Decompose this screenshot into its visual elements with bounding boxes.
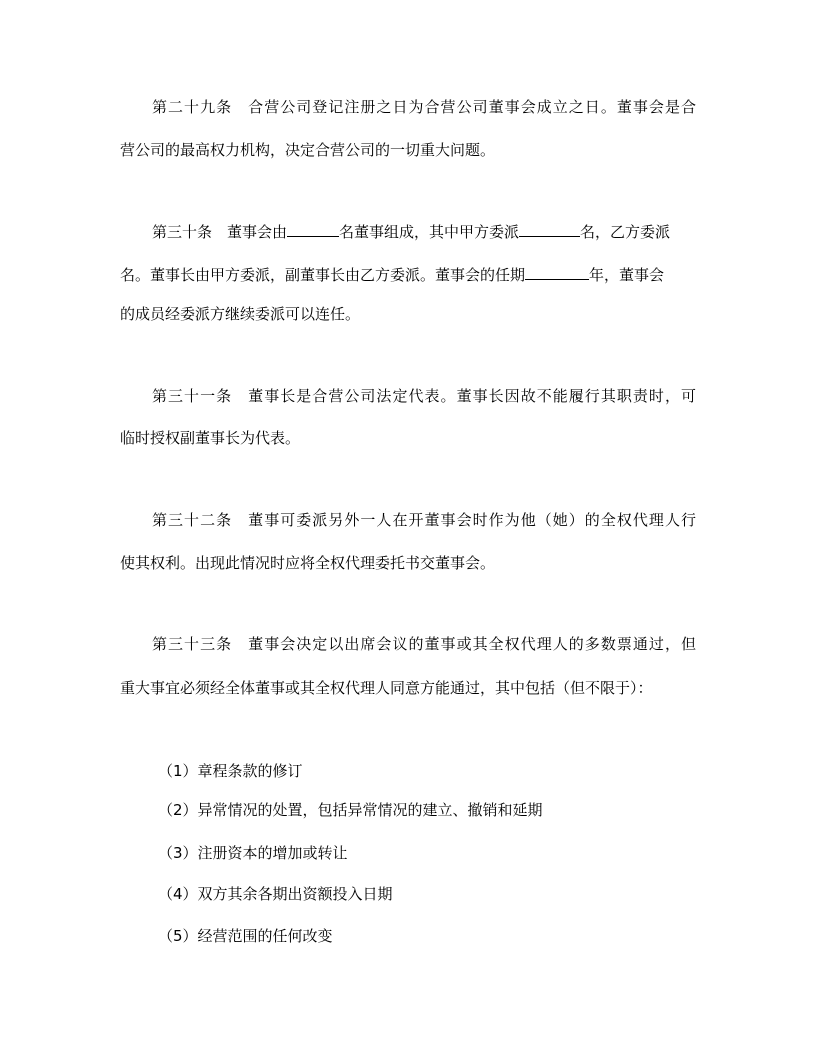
fill-blank-director-count: [287, 220, 339, 237]
article-30-text: 第三十条 董事会由: [152, 223, 288, 241]
article-30-text: 名，乙方委派: [580, 223, 671, 241]
article-29-line-1: 第二十九条 合营公司登记注册之日为合营公司董事会成立之日。董事会是合: [152, 98, 696, 116]
article-30-line-1: [152, 220, 670, 242]
article-30-text: 名。董事长由甲方委派，副董事长由乙方委派。董事会的任期: [120, 266, 526, 284]
article-31-line-1: 第三十一条 董事长是合营公司法定代表。董事长因故不能履行其职责时，可: [152, 387, 696, 405]
article-29-line-2: 营公司的最高权力机构，决定合营公司的一切重大问题。: [120, 141, 496, 159]
list-item: （3）注册资本的增加或转让: [158, 844, 348, 862]
article-33-line-2: 重大事宜必须经全体董事或其全权代理人同意方能通过，其中包括（但不限于）：: [120, 679, 653, 697]
list-item: （1）章程条款的修订: [158, 762, 303, 780]
article-30-text: 年，董事会: [589, 266, 665, 284]
article-30-text: 名董事组成，其中甲方委派: [339, 223, 520, 241]
document-page: [120, 0, 696, 1056]
article-30-line-2: [120, 263, 664, 285]
article-33-line-1: 第三十三条 董事会决定以出席会议的董事或其全权代理人的多数票通过，但: [152, 635, 696, 653]
fill-blank-party-a-count: [519, 220, 580, 237]
article-32-line-2: 使其权利。出现此情况时应将全权代理委托书交董事会。: [120, 554, 496, 572]
list-item: （5）经营范围的任何改变: [158, 927, 333, 945]
fill-blank-term-years: [525, 263, 589, 280]
article-31-line-2: 临时授权副董事长为代表。: [120, 429, 301, 447]
list-item: （2）异常情况的处置，包括异常情况的建立、撤销和延期: [158, 801, 543, 819]
list-item: （4）双方其余各期出资额投入日期: [158, 885, 393, 903]
article-30-line-3: 的成员经委派方继续委派可以连任。: [120, 305, 361, 323]
article-32-line-1: 第三十二条 董事可委派另外一人在开董事会时作为他（她）的全权代理人行: [152, 511, 696, 529]
